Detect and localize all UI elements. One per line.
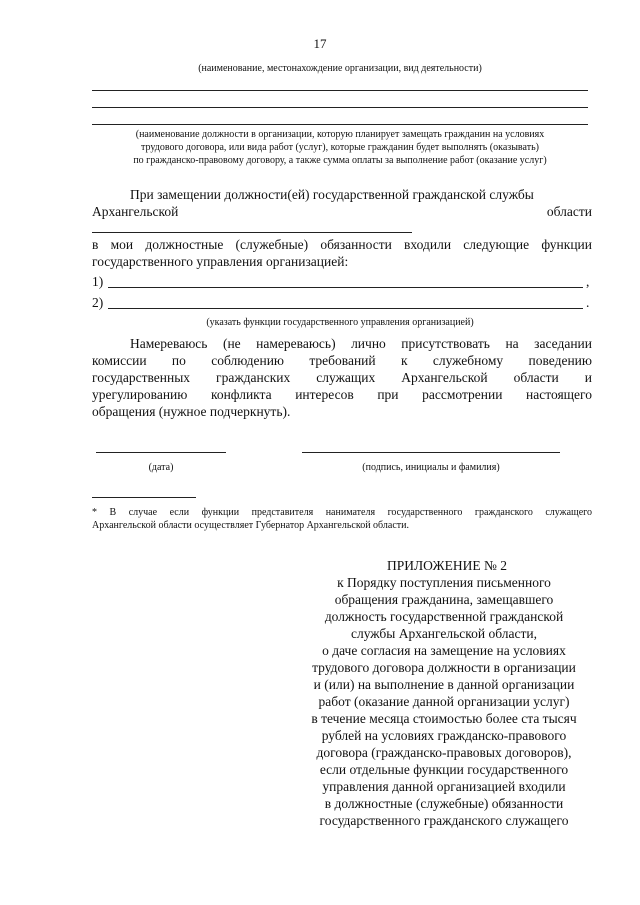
signature-caption: (подпись, инициалы и фамилия) [362,462,500,473]
appendix-line: службы Архангельской области, [350,626,537,641]
appendix-line: рублей на условиях гражданско-правового [321,728,567,743]
date-blank-line [96,452,226,453]
appendix-line: если отдельные функции государственного [319,762,569,777]
func-item-2-num: 2) [92,295,104,310]
appendix-block [285,557,603,829]
para3-line: государственных гражданских служащих Архангельской области и [92,370,592,385]
func-item-1-end: , [586,274,590,289]
position-caption-line: по гражданско-правовому договору, а также сумма оплаты за выполнение работ (оказание услуг) [133,155,547,166]
para2-line: в мои должностные (служебные) обязанности входили следующие функции [92,237,592,252]
para1-line1: При замещении должности(ей) государственной гражданской службы [130,187,534,202]
position-blank-line [92,232,412,233]
appendix-line: договора (гражданско-правовых договоров), [316,745,572,760]
appendix-line: в должностные (служебные) обязанности [324,796,564,811]
appendix-title: ПРИЛОЖЕНИЕ № 2 [386,558,508,573]
func-item-1-num: 1) [92,274,104,289]
org-blank-line-1 [92,90,588,91]
para2 [92,236,592,270]
appendix-line: в течение месяца стоимостью более ста тысяч [311,711,577,726]
para3-line: комиссии по соблюдению требований к служебному поведению [92,353,592,368]
signature-blank-line [302,452,560,453]
func-item-2-end: . [586,295,590,310]
para1-oblast: области [546,204,592,219]
footnote-separator [92,497,196,498]
para3-line: обращения (нужное подчеркнуть). [92,404,291,419]
appendix-line: о даче согласия на замещение на условиях [322,643,566,658]
appendix-line: работ (оказание данной организации услуг) [318,694,570,709]
para1-region: Архангельской [92,204,179,219]
footnote [92,506,592,532]
func-item-1-line [108,287,583,288]
appendix-line: обращения гражданина, замещавшего [334,592,554,607]
para3 [92,335,592,420]
func-item-2-line [108,308,583,309]
org-blank-line-3 [92,124,588,125]
func-caption: (указать функции государственного управления организацией) [206,317,474,328]
position-caption-line: трудового договора, или вида работ (услуг), которые гражданин будет выполнять (оказывать) [141,142,539,153]
appendix-line: государственного гражданского служащего [319,813,569,828]
org-caption: (наименование, местонахождение организации, вид деятельности) [198,63,482,74]
para2-line: государственного управления организацией: [92,254,349,269]
para3-line: Намереваюсь (не намереваюсь) лично присутствовать на заседании [130,336,592,351]
footnote-line: Архангельской области осуществляет Губернатор Архангельской области. [92,520,409,531]
appendix-line: управления данной организацией входили [322,779,566,794]
position-caption [90,128,590,167]
para3-line: урегулированию конфликта интересов при рассмотрении настоящего [92,387,592,402]
page-number: 17 [313,36,327,51]
date-caption: (дата) [148,462,174,473]
position-caption-line: (наименование должности в организации, которую планирует замещать гражданин на условиях [135,129,545,140]
appendix-line: к Порядку поступления письменного [337,575,551,590]
appendix-line: должность государственной гражданской [324,609,564,624]
appendix-line: и (или) на выполнение в данной организации [313,677,575,692]
appendix-line: трудового договора должности в организации [312,660,576,675]
footnote-line: * В случае если функции представителя нанимателя государственного гражданского служащего [92,507,592,518]
org-blank-line-2 [92,107,588,108]
